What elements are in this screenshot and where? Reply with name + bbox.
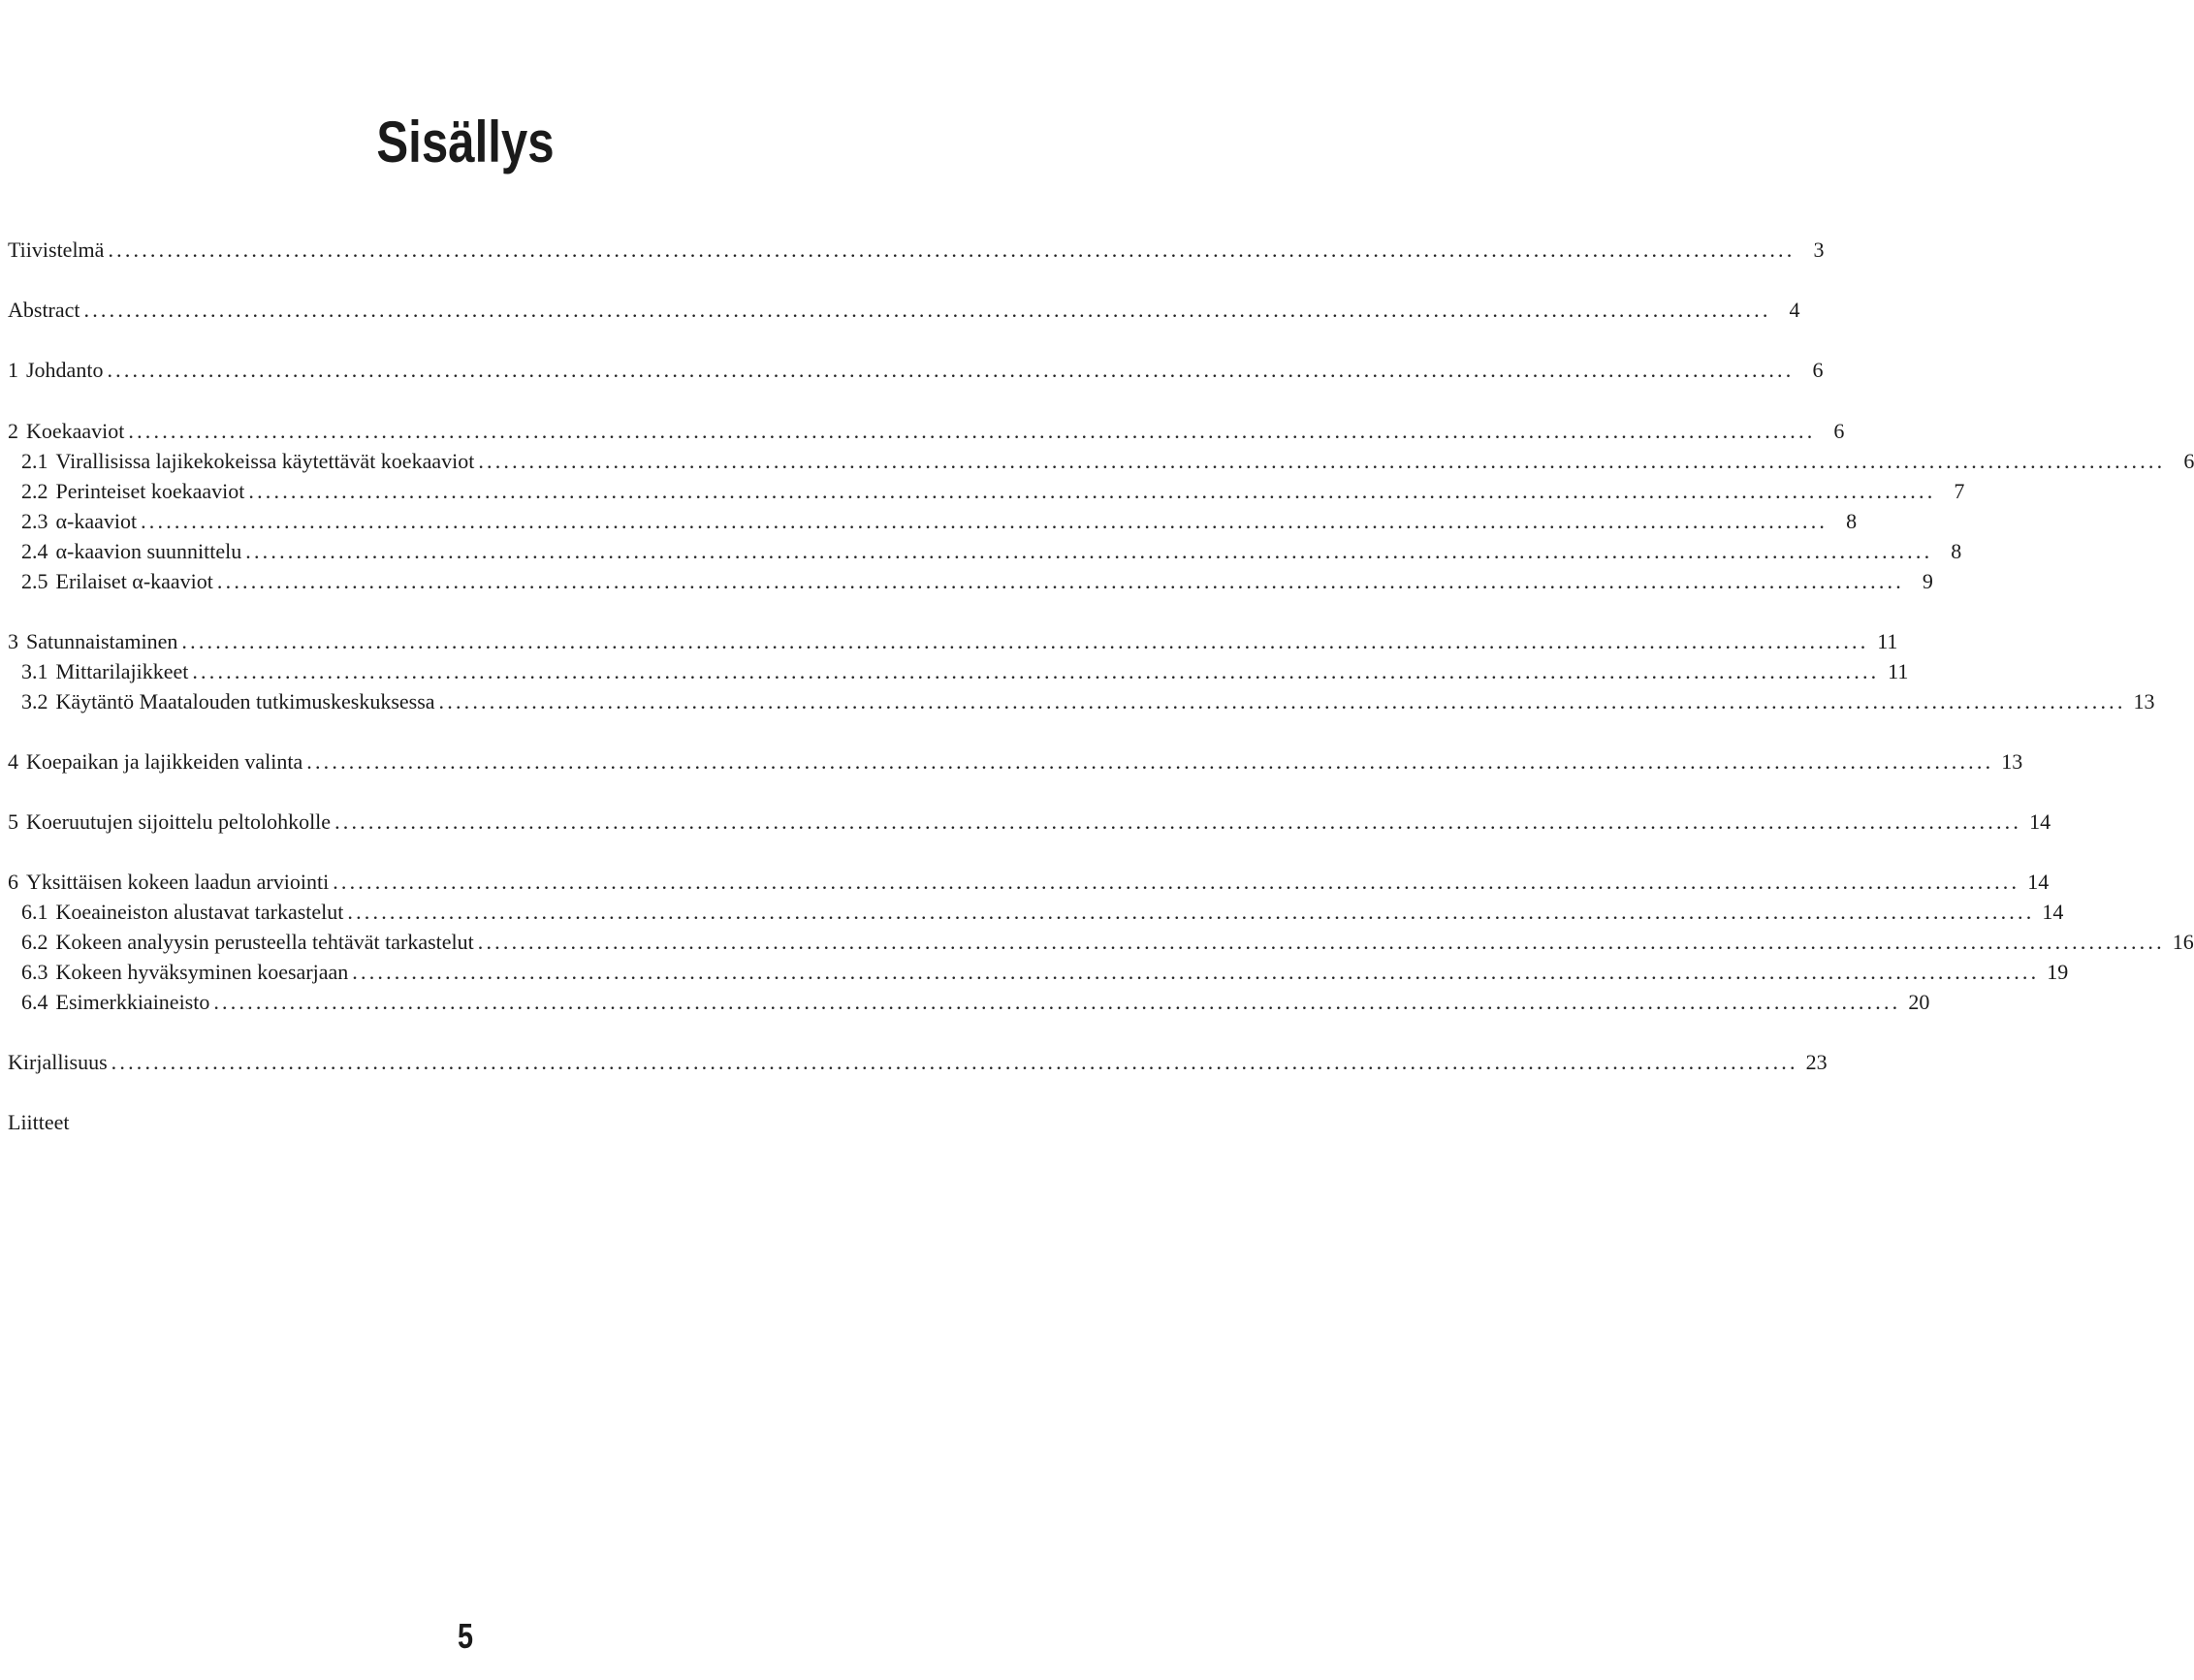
dot-leader: ........................................................................................................................................................................................................ <box>108 238 1796 262</box>
dot-leader: ........................................................................................................................................................................................................ <box>192 659 1880 683</box>
toc-entry-page: 13 <box>2133 689 2155 713</box>
dot-leader: ........................................................................................................................................................................................................ <box>478 449 2166 473</box>
toc-entry-title: Koeruutujen sijoittelu peltolohkolle <box>26 809 332 834</box>
toc-entry-number: 2 <box>8 419 18 443</box>
toc-entry-page: 8 <box>1846 509 1858 533</box>
dot-leader: ........................................................................................................................................................................................................ <box>347 900 2035 924</box>
toc-entry-title: Perinteiset koekaaviot <box>55 479 245 503</box>
toc-entry-page: 6 <box>1833 419 1845 443</box>
toc-entry[interactable] <box>8 749 2023 778</box>
toc-entry-label <box>8 298 80 323</box>
toc-entry[interactable] <box>8 870 2050 899</box>
toc-entry-label <box>21 930 474 955</box>
dot-leader: ........................................................................................................................................................................................................ <box>438 689 2126 713</box>
toc-entry-label <box>8 358 103 383</box>
toc-entry-page: 4 <box>1789 298 1800 322</box>
toc-entry[interactable] <box>21 509 1858 538</box>
dot-leader: ........................................................................................................................................................................................................ <box>111 1050 1798 1074</box>
toc-entry[interactable] <box>8 809 2051 839</box>
toc-entry-number: 2.3 <box>21 509 48 533</box>
toc-entry-label <box>8 629 177 654</box>
toc-entry-title: Kokeen analyysin perusteella tehtävät tarkastelut <box>55 930 474 954</box>
toc-entry[interactable] <box>21 930 2194 959</box>
toc-entry-title: Satunnaistaminen <box>26 629 178 653</box>
toc-entry[interactable] <box>21 990 1930 1019</box>
dot-leader: ........................................................................................................................................................................................................ <box>245 539 1933 563</box>
toc-entry-number: 6.1 <box>21 900 48 924</box>
toc-entry-label <box>21 960 348 985</box>
toc-entry[interactable] <box>21 689 2155 718</box>
toc-entry-title: Virallisissa lajikekokeissa käytettävät koekaaviot <box>55 449 475 473</box>
toc-entry-label <box>8 238 104 263</box>
toc-entry-label <box>21 659 188 684</box>
dot-leader: ........................................................................................................................................................................................................ <box>128 419 1816 443</box>
toc-entry-number: 2.5 <box>21 569 48 593</box>
toc-entry[interactable] <box>21 569 1933 598</box>
toc-entry-page: 19 <box>2047 960 2069 984</box>
toc-entry[interactable] <box>21 539 1962 568</box>
toc-entry-page: 23 <box>1805 1050 1828 1074</box>
toc-entry[interactable] <box>21 479 1965 508</box>
toc-entry-number: 6.2 <box>21 930 48 954</box>
toc-entry-page: 6 <box>2183 449 2194 473</box>
toc-entry-page: 16 <box>2172 930 2194 954</box>
toc-entry-label <box>21 539 241 564</box>
toc-entry-number: 6.4 <box>21 990 48 1014</box>
toc-entry-page: 20 <box>1908 990 1930 1014</box>
dot-leader: ........................................................................................................................................................................................................ <box>477 930 2165 954</box>
toc-entry-number: 3 <box>8 629 18 653</box>
toc-entry-page: 14 <box>2029 809 2051 834</box>
toc-entry-number: 6.3 <box>21 960 48 984</box>
toc-entry-title: Käytäntö Maatalouden tutkimuskeskuksessa <box>55 689 435 713</box>
toc-entry-label <box>8 1050 108 1075</box>
toc-entry-number: 2.1 <box>21 449 48 473</box>
toc-entry[interactable] <box>8 238 1825 267</box>
toc-entry-label <box>8 870 329 895</box>
toc-entry-title: Koekaaviot <box>26 419 125 443</box>
dot-leader: ........................................................................................................................................................................................................ <box>306 749 1994 774</box>
dot-leader: ........................................................................................................................................................................................................ <box>83 298 1771 322</box>
toc-entry-title: Mittarilajikkeet <box>55 659 189 683</box>
toc-entry-label <box>21 689 435 714</box>
toc-entry-title: Kirjallisuus <box>8 1050 108 1074</box>
toc-entry-page: 11 <box>1888 659 1909 683</box>
toc-entry-page: 8 <box>1951 539 1962 563</box>
toc-entry-page: 14 <box>2042 900 2064 924</box>
toc-entry-label <box>21 449 474 474</box>
toc-entry-page: 3 <box>1813 238 1825 262</box>
toc-entry-label <box>21 509 137 534</box>
toc-entry-label <box>8 419 124 444</box>
dot-leader: ........................................................................................................................................................................................................ <box>216 569 1904 593</box>
toc-entry-label <box>21 569 213 594</box>
toc-entry[interactable] <box>21 960 2069 989</box>
toc-entry-title: Yksittäisen kokeen laadun arviointi <box>26 870 330 894</box>
toc-entry-title: Koepaikan ja lajikkeiden valinta <box>26 749 303 774</box>
toc-entry[interactable] <box>8 1050 1828 1079</box>
toc-entry-label <box>21 990 209 1015</box>
toc-entry-page: 11 <box>1877 629 1898 653</box>
toc-entry-label <box>21 900 343 925</box>
toc-entry-title: α-kaaviot <box>55 509 138 533</box>
toc-entry[interactable] <box>8 629 1898 658</box>
toc-entry-number: 2.2 <box>21 479 48 503</box>
toc-entry-number: 1 <box>8 358 18 382</box>
toc-entry-page: 14 <box>2027 870 2050 894</box>
toc-entry-title: Koeaineiston alustavat tarkastelut <box>55 900 344 924</box>
toc-entry-label <box>8 749 302 775</box>
toc-entry[interactable] <box>21 900 2064 929</box>
toc-entry-title: Erilaiset α-kaaviot <box>55 569 213 593</box>
toc-entry-title: α-kaavion suunnittelu <box>55 539 242 563</box>
toc-entry-label <box>21 479 244 504</box>
toc-entry[interactable] <box>21 449 2194 478</box>
toc-entry-label <box>8 1110 70 1135</box>
toc-entry-title: Tiivistelmä <box>8 238 105 262</box>
toc-entry-page: 6 <box>1812 358 1824 382</box>
toc-entry[interactable] <box>8 419 1845 448</box>
toc-entry-title: Abstract <box>8 298 80 322</box>
dot-leader: ........................................................................................................................................................................................................ <box>334 809 2022 834</box>
dot-leader: ........................................................................................................................................................................................................ <box>141 509 1828 533</box>
toc-entry-label <box>8 809 331 835</box>
toc-entry-page: 7 <box>1954 479 1965 503</box>
toc-entry-number: 6 <box>8 870 18 894</box>
dot-leader: ........................................................................................................................................................................................................ <box>181 629 1869 653</box>
dot-leader: ........................................................................................................................................................................................................ <box>333 870 2020 894</box>
page-number: 5 <box>457 1616 474 1656</box>
toc-entry-title: Esimerkkiaineisto <box>55 990 210 1014</box>
toc-entry[interactable] <box>8 1110 929 1139</box>
toc-entry[interactable] <box>8 358 1824 387</box>
toc-entry-page: 9 <box>1922 569 1933 593</box>
toc-entry-title: Kokeen hyväksyminen koesarjaan <box>55 960 349 984</box>
page-title: Sisällys <box>376 110 555 174</box>
toc-entry-number: 4 <box>8 749 18 774</box>
toc-entry-page: 13 <box>2001 749 2023 774</box>
toc-entry-title: Johdanto <box>26 358 104 382</box>
dot-leader: ........................................................................................................................................................................................................ <box>213 990 1901 1014</box>
dot-leader: ........................................................................................................................................................................................................ <box>352 960 2040 984</box>
toc-entry[interactable] <box>8 298 1800 327</box>
toc-entry-number: 5 <box>8 809 18 834</box>
toc-entry-number: 3.1 <box>21 659 48 683</box>
toc-entry[interactable] <box>21 659 1909 688</box>
dot-leader: ........................................................................................................................................................................................................ <box>248 479 1936 503</box>
toc-entry-number: 3.2 <box>21 689 48 713</box>
toc-entry-number: 2.4 <box>21 539 48 563</box>
dot-leader: ........................................................................................................................................................................................................ <box>107 358 1795 382</box>
toc-entry-title: Liitteet <box>8 1110 70 1134</box>
